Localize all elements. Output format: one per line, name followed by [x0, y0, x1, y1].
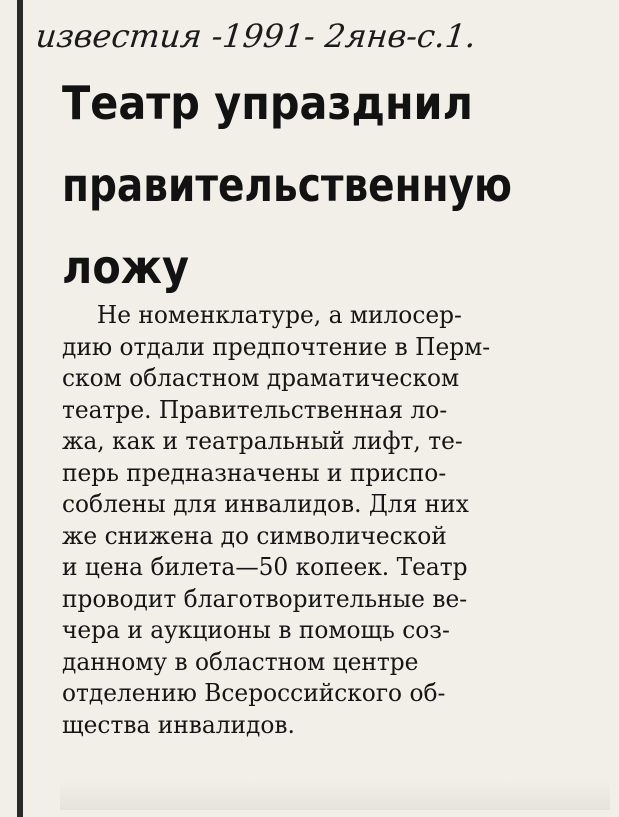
body-line: чера и аукционы в помощь соз-	[62, 616, 450, 644]
body-line: и цена билета—50 копеек. Театр	[62, 553, 468, 581]
body-line: театре. Правительственная ло-	[62, 395, 448, 424]
body-line: перь предназначены и приспо-	[62, 458, 447, 487]
paper-edge-shadow	[60, 780, 610, 810]
body-line: же снижена до символической	[62, 521, 447, 550]
article-headline	[62, 62, 512, 308]
body-line: отделению Всероссийского об-	[62, 679, 446, 707]
headline-line: правительственную	[62, 158, 513, 212]
article-body	[62, 300, 574, 741]
headline-line: Театр упразднил	[62, 76, 473, 130]
body-line: проводит благотворительные ве-	[62, 584, 468, 613]
body-line: соблены для инвалидов. Для них	[62, 490, 469, 518]
column-rule	[17, 0, 23, 817]
body-line: Не номенклатуре, а милосер-	[96, 301, 462, 329]
body-line: данному в областном центре	[62, 647, 419, 676]
body-line: жа, как и театральный лифт, те-	[62, 427, 463, 455]
headline-line: ложу	[62, 240, 189, 294]
body-line: ском областном драматическом	[62, 364, 460, 392]
body-line: щества инвалидов.	[62, 710, 295, 739]
handwritten-source-note: известия -1991- 2янв-с.1.	[34, 17, 478, 55]
body-line: дию отдали предпочтение в Перм-	[62, 332, 491, 361]
